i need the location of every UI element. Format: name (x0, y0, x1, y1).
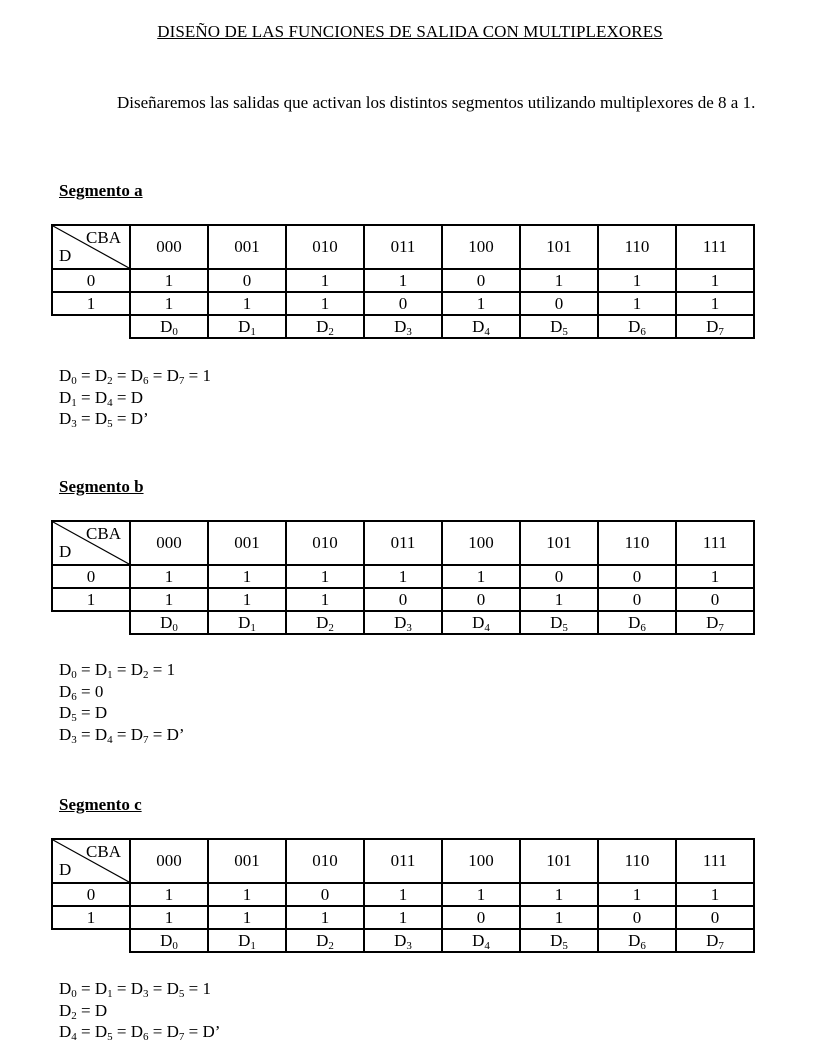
column-header: 011 (364, 839, 442, 883)
table-cell: 1 (130, 906, 208, 929)
intro-paragraph (59, 91, 759, 114)
table-header-row (52, 839, 754, 883)
equation-line: $D_0 = D_1 = D_2 = 1$ (59, 660, 176, 681)
column-header: 001 (208, 839, 286, 883)
table-cell: 0 (598, 906, 676, 929)
table-cell: 0 (364, 292, 442, 315)
table-cell: 0 (676, 906, 754, 929)
table-cell: 1 (520, 883, 598, 906)
equation-line: $D_0 = D_2 = D_6 = D_7 = 1$ (59, 366, 211, 387)
row-label: 0 (52, 565, 130, 588)
table-cell: 0 (442, 588, 520, 611)
corner-label-cba: CBA (86, 524, 121, 543)
table-corner-cell (52, 521, 130, 565)
corner-label-cba: CBA (86, 228, 121, 247)
table-cell: 1 (364, 269, 442, 292)
table-cell: 1 (130, 269, 208, 292)
equation-line: $D_3 = D_5 = D$’ (59, 409, 149, 430)
intro-text: Diseñaremos las salidas que activan los distintos segmentos utilizando multiplexores de 8 a 1. (117, 93, 756, 112)
data-input-label: $D_7$ (676, 611, 754, 634)
column-header: 011 (364, 521, 442, 565)
data-input-label: $D_2$ (286, 315, 364, 338)
table-cell: 1 (442, 883, 520, 906)
table-cell: 0 (442, 906, 520, 929)
row-label: 1 (52, 292, 130, 315)
data-input-label: $D_3$ (364, 929, 442, 952)
column-header: 111 (676, 839, 754, 883)
column-header: 110 (598, 521, 676, 565)
table-row (52, 269, 754, 292)
data-input-label: $D_5$ (520, 611, 598, 634)
table-cell: 0 (676, 588, 754, 611)
truth-table (51, 838, 755, 953)
table-row (52, 588, 754, 611)
column-header: 110 (598, 225, 676, 269)
column-header: 101 (520, 839, 598, 883)
column-header: 010 (286, 521, 364, 565)
equations (59, 365, 211, 430)
column-header: 010 (286, 839, 364, 883)
data-input-label: $D_1$ (208, 611, 286, 634)
table-cell: 0 (442, 269, 520, 292)
column-header: 010 (286, 225, 364, 269)
data-input-label: $D_4$ (442, 611, 520, 634)
column-header: 101 (520, 521, 598, 565)
table-cell: 1 (208, 292, 286, 315)
equation-line: $D_5 = D$ (59, 703, 108, 724)
row-label: 1 (52, 906, 130, 929)
table-cell: 1 (286, 906, 364, 929)
page-title: DISEÑO DE LAS FUNCIONES DE SALIDA CON MULTIPLEXORES (157, 22, 663, 41)
corner-label-cba: CBA (86, 842, 121, 861)
table-cell: 1 (598, 883, 676, 906)
table-cell: 1 (676, 292, 754, 315)
data-input-label: $D_0$ (130, 315, 208, 338)
data-input-label: $D_3$ (364, 611, 442, 634)
truth-table (51, 224, 755, 339)
truth-table (51, 520, 755, 635)
corner-label-d: D (59, 542, 72, 561)
table-cell: 1 (130, 292, 208, 315)
table-cell: 1 (208, 588, 286, 611)
table-cell: 0 (364, 588, 442, 611)
table-cell: 1 (130, 565, 208, 588)
table-row (52, 883, 754, 906)
table-cell: 1 (208, 565, 286, 588)
column-header: 110 (598, 839, 676, 883)
column-header: 011 (364, 225, 442, 269)
column-header: 000 (130, 839, 208, 883)
table-cell: 1 (676, 269, 754, 292)
column-header: 001 (208, 521, 286, 565)
table-cell: 1 (364, 565, 442, 588)
data-input-label: $D_0$ (130, 929, 208, 952)
data-input-label: $D_2$ (286, 929, 364, 952)
table-cell: 1 (520, 588, 598, 611)
segment-title: Segmento a (59, 181, 143, 200)
data-input-label: $D_1$ (208, 929, 286, 952)
row-label: 1 (52, 588, 130, 611)
table-cell: 1 (208, 883, 286, 906)
equation-line: $D_2 = D$ (59, 1000, 108, 1022)
data-input-label: $D_5$ (520, 315, 598, 338)
table-cell: 1 (130, 588, 208, 611)
data-input-label: $D_4$ (442, 929, 520, 952)
column-header: 100 (442, 521, 520, 565)
equation-line: $D_0 = D_1 = D_3 = D_5 = 1$ (59, 979, 211, 1000)
equation-line: $D_3 = D_4 = D_7 = D$’ (59, 724, 185, 746)
column-header: 100 (442, 225, 520, 269)
empty-cell (52, 929, 130, 952)
table-cell: 1 (286, 292, 364, 315)
column-header: 111 (676, 521, 754, 565)
data-input-label: $D_6$ (598, 315, 676, 338)
table-corner-cell (52, 839, 130, 883)
data-input-label: $D_3$ (364, 315, 442, 338)
table-cell: 1 (208, 906, 286, 929)
equations (59, 659, 185, 745)
column-header: 000 (130, 225, 208, 269)
column-header: 111 (676, 225, 754, 269)
table-cell: 1 (442, 292, 520, 315)
equation-line: $D_4 = D_5 = D_6 = D_7 = D$’ (59, 1022, 221, 1043)
corner-label-d: D (59, 860, 72, 879)
data-input-row (52, 315, 754, 338)
table-row (52, 565, 754, 588)
table-cell: 0 (520, 292, 598, 315)
row-label: 0 (52, 883, 130, 906)
data-input-row (52, 611, 754, 634)
equation-line: $D_1 = D_4 = D$ (59, 387, 144, 409)
table-cell: 1 (676, 883, 754, 906)
table-cell: 1 (286, 588, 364, 611)
column-header: 001 (208, 225, 286, 269)
column-header: 100 (442, 839, 520, 883)
table-cell: 1 (286, 269, 364, 292)
equations (59, 978, 220, 1043)
table-cell: 1 (598, 269, 676, 292)
data-input-row (52, 929, 754, 952)
data-input-label: $D_0$ (130, 611, 208, 634)
equation-line: $D_6 = 0$ (59, 681, 104, 703)
empty-cell (52, 611, 130, 634)
column-header: 000 (130, 521, 208, 565)
table-cell: 1 (364, 906, 442, 929)
data-input-label: $D_6$ (598, 611, 676, 634)
table-cell: 0 (286, 883, 364, 906)
table-cell: 1 (520, 269, 598, 292)
table-cell: 1 (130, 883, 208, 906)
table-cell: 1 (598, 292, 676, 315)
column-header: 101 (520, 225, 598, 269)
corner-label-d: D (59, 246, 72, 265)
table-row (52, 906, 754, 929)
data-input-label: $D_7$ (676, 315, 754, 338)
table-cell: 0 (208, 269, 286, 292)
table-cell: 0 (598, 588, 676, 611)
segment-title: Segmento c (59, 795, 142, 814)
table-cell: 1 (676, 565, 754, 588)
table-cell: 1 (364, 883, 442, 906)
table-cell: 1 (286, 565, 364, 588)
row-label: 0 (52, 269, 130, 292)
table-cell: 0 (598, 565, 676, 588)
table-row (52, 292, 754, 315)
data-input-label: $D_6$ (598, 929, 676, 952)
data-input-label: $D_2$ (286, 611, 364, 634)
table-header-row (52, 225, 754, 269)
data-input-label: $D_4$ (442, 315, 520, 338)
data-input-label: $D_1$ (208, 315, 286, 338)
data-input-label: $D_5$ (520, 929, 598, 952)
table-corner-cell (52, 225, 130, 269)
data-input-label: $D_7$ (676, 929, 754, 952)
table-cell: 1 (442, 565, 520, 588)
table-cell: 0 (520, 565, 598, 588)
segment-title: Segmento b (59, 477, 144, 496)
empty-cell (52, 315, 130, 338)
table-cell: 1 (520, 906, 598, 929)
table-header-row (52, 521, 754, 565)
